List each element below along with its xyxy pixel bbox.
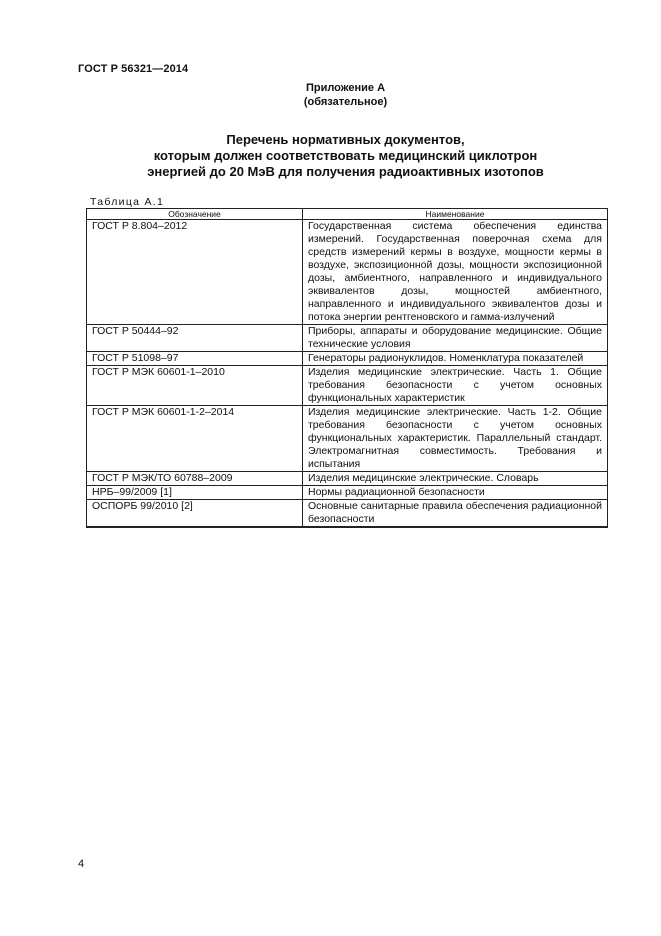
table-row <box>87 366 608 406</box>
table-row <box>87 352 608 366</box>
name-cell: Основные санитарные правила обеспечения радиационной безопасности <box>303 500 608 528</box>
table-row <box>87 500 608 528</box>
designation-cell: ГОСТ Р 8.804–2012 <box>87 220 303 325</box>
table-header-row <box>87 209 608 220</box>
name-cell: Приборы, аппараты и оборудование медицинские. Общие технические условия <box>303 325 608 352</box>
name-cell: Изделия медицинские электрические. Часть 1. Общие требования безопасности с учетом основных функциональных характеристик <box>303 366 608 406</box>
appendix-status: (обязательное) <box>303 96 388 108</box>
heading-line-2: которым должен соответствовать медицинский циклотрон <box>153 148 538 163</box>
appendix-title: Приложение А <box>305 82 386 94</box>
heading-line-1: Перечень нормативных документов, <box>226 132 465 147</box>
column-header-name: Наименование <box>303 209 608 220</box>
table-label: Таблица А.1 <box>90 196 165 208</box>
designation-cell: ГОСТ Р 51098–97 <box>87 352 303 366</box>
table-row <box>87 325 608 352</box>
name-cell: Изделия медицинские электрические. Часть 1-2. Общие требования безопасности с учетом основных функциональных характеристик. Параллельный стандарт. Электромагнитная совместимость. Требования и испытания <box>303 406 608 472</box>
table-row <box>87 472 608 486</box>
page-number: 4 <box>78 858 85 870</box>
name-cell: Государственная система обеспечения единства измерений. Государственная поверочная схема для средств измерений кермы в воздухе, мощности кермы в воздухе, экспозиционной дозы, мощности экспозиционной дозы, амбиентного, направленного и индивидуального эквивалентов дозы, мощностей амбиентного, направленного и индивидуального эквивалентов дозы и потока энергии рентгеновского и гамма-излучений <box>303 220 608 325</box>
document-code: ГОСТ Р 56321—2014 <box>78 63 189 75</box>
designation-cell: ГОСТ Р 50444–92 <box>87 325 303 352</box>
table-row <box>87 406 608 472</box>
name-cell: Генераторы радионуклидов. Номенклатура показателей <box>303 352 608 366</box>
name-cell: Нормы радиационной безопасности <box>303 486 608 500</box>
designation-cell: ОСПОРБ 99/2010 [2] <box>87 500 303 528</box>
column-header-designation: Обозначение <box>87 209 303 220</box>
table-row <box>87 220 608 325</box>
designation-cell: НРБ–99/2009 [1] <box>87 486 303 500</box>
designation-cell: ГОСТ Р МЭК 60601-1–2010 <box>87 366 303 406</box>
designation-cell: ГОСТ Р МЭК/ТО 60788–2009 <box>87 472 303 486</box>
name-cell: Изделия медицинские электрические. Словарь <box>303 472 608 486</box>
designation-cell: ГОСТ Р МЭК 60601-1-2–2014 <box>87 406 303 472</box>
table-row <box>87 486 608 500</box>
normative-documents-table <box>86 208 608 528</box>
heading-line-3: энергией до 20 МэВ для получения радиоактивных изотопов <box>147 164 544 179</box>
